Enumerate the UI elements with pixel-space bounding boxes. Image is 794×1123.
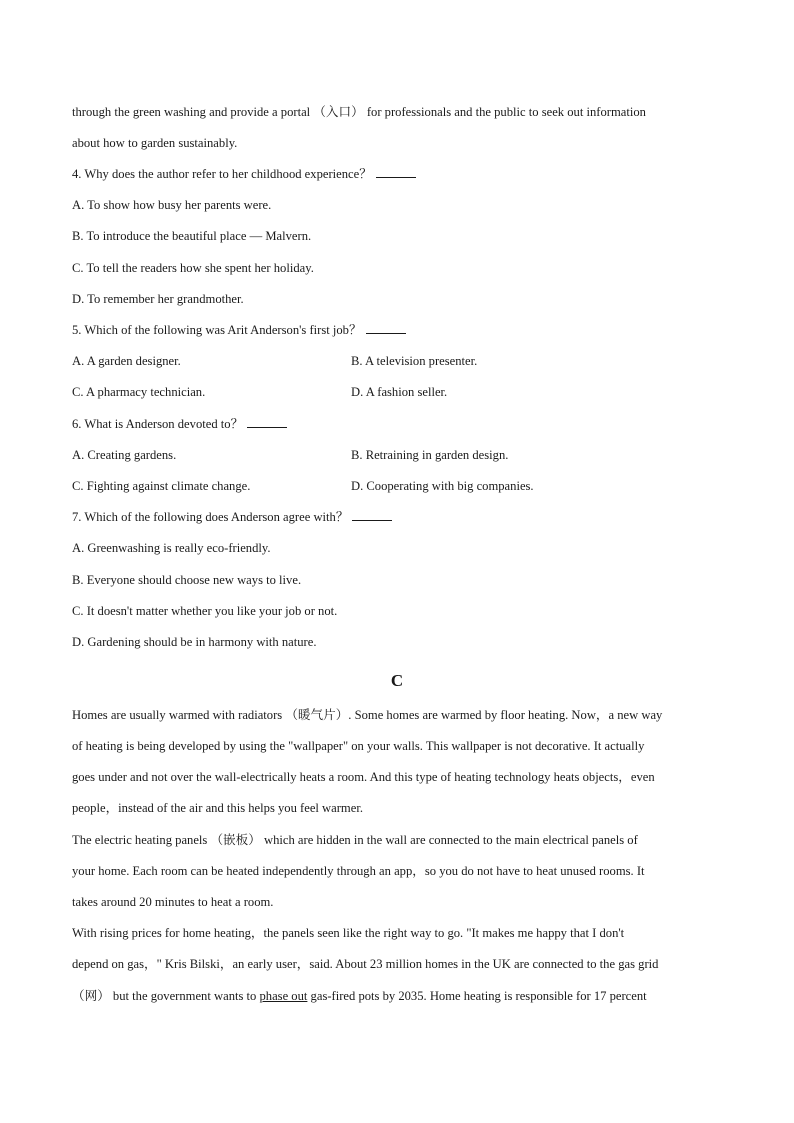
option-7b: B. Everyone should choose new ways to live. [72, 573, 302, 587]
option-5d: D. A fashion seller. [351, 385, 448, 399]
section-heading: C [390, 671, 404, 690]
option-4a: A. To show how busy her parents were. [72, 198, 272, 212]
option-6a: A. Creating gardens. [72, 448, 177, 462]
question-5: 5. Which of the following was Arit Anderson's first job？ [72, 322, 406, 338]
question-6: 6. What is Anderson devoted to？ [72, 416, 287, 432]
passage-line: depend on gas，" Kris Bilski，an early user，said. About 23 million homes in the UK are connected to the gas grid [72, 957, 659, 971]
answer-blank[interactable] [247, 416, 287, 428]
underlined-term: phase out [259, 989, 308, 1003]
option-6c: C. Fighting against climate change. [72, 479, 251, 493]
question-7: 7. Which of the following does Anderson agree with？ [72, 509, 392, 525]
option-6b: B. Retraining in garden design. [351, 448, 509, 462]
passage-line: through the green washing and provide a portal （入口） for professionals and the public to seek out information [72, 105, 646, 119]
passage-line: With rising prices for home heating，the panels seen like the right way to go. "It makes me happy that I don't [72, 926, 625, 940]
passage-line: goes under and not over the wall-electrically heats a room. And this type of heating technology heats objects，even [72, 770, 655, 784]
passage-line: The electric heating panels （嵌板） which are hidden in the wall are connected to the main electrical panels of [72, 833, 638, 847]
passage-line: （网） but the government wants to phase out gas-fired pots by 2035. Home heating is responsible for 17 percent [72, 989, 647, 1003]
passage-line: your home. Each room can be heated independently through an app，so you do not have to heat unused rooms. It [72, 864, 645, 878]
passage-line: of heating is being developed by using the "wallpaper" on your walls. This wallpaper is not decorative. It actually [72, 739, 645, 753]
passage-line: Homes are usually warmed with radiators （暖气片）. Some homes are warmed by floor heating. Now，a new way [72, 708, 663, 722]
option-5b: B. A television presenter. [351, 354, 478, 368]
option-4b: B. To introduce the beautiful place — Malvern. [72, 229, 312, 243]
question-4: 4. Why does the author refer to her childhood experience？ [72, 166, 416, 182]
option-4d: D. To remember her grandmother. [72, 292, 244, 306]
option-5c: C. A pharmacy technician. [72, 385, 206, 399]
passage-line: people，instead of the air and this helps you feel warmer. [72, 801, 363, 815]
option-7a: A. Greenwashing is really eco-friendly. [72, 541, 271, 555]
option-7c: C. It doesn't matter whether you like your job or not. [72, 604, 338, 618]
passage-line: takes around 20 minutes to heat a room. [72, 895, 274, 909]
option-5a: A. A garden designer. [72, 354, 181, 368]
answer-blank[interactable] [366, 322, 406, 334]
option-4c: C. To tell the readers how she spent her holiday. [72, 261, 314, 275]
passage-line: about how to garden sustainably. [72, 136, 238, 150]
option-7d: D. Gardening should be in harmony with nature. [72, 635, 317, 649]
answer-blank[interactable] [376, 166, 416, 178]
answer-blank[interactable] [352, 509, 392, 521]
option-6d: D. Cooperating with big companies. [351, 479, 534, 493]
